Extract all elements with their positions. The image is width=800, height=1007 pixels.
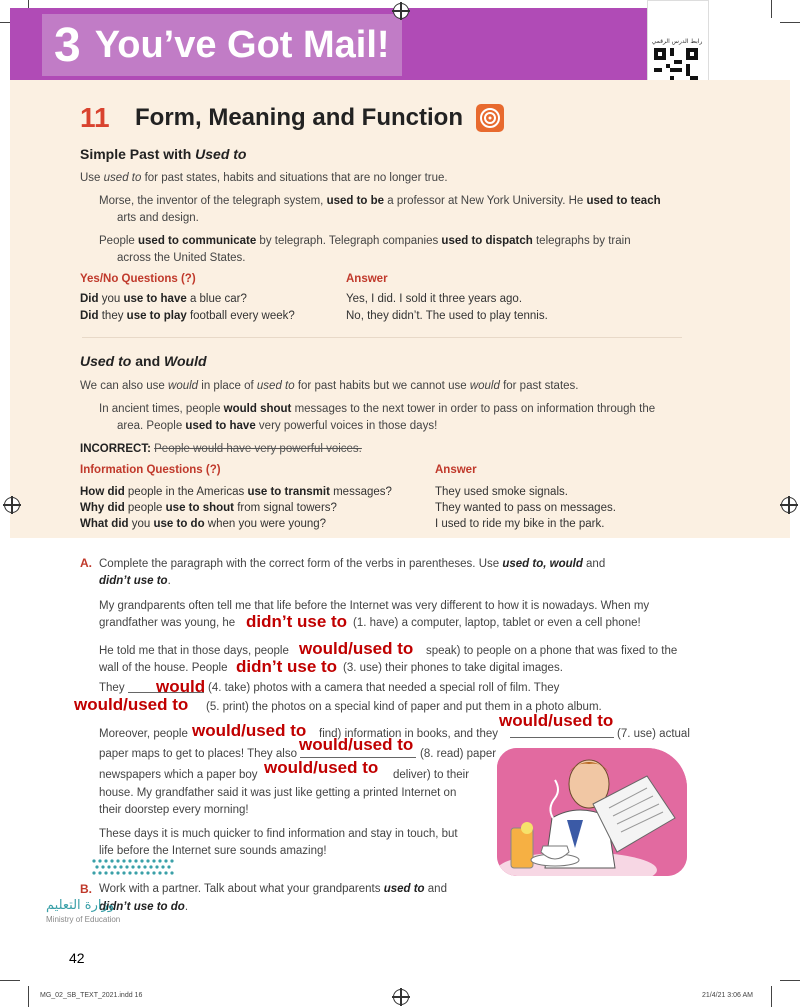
rule-text: Use used to for past states, habits and situations that are no longer true. bbox=[80, 172, 448, 184]
crop-mark bbox=[771, 986, 772, 1007]
exercise-b-text: Work with a partner. Talk about what your grandparents used to and bbox=[99, 883, 447, 895]
newspaper-illustration bbox=[497, 748, 687, 876]
audio-icon[interactable] bbox=[476, 104, 504, 132]
registration-mark-icon bbox=[393, 3, 409, 19]
incorrect-example: INCORRECT: People would have very powerful voices. bbox=[80, 443, 362, 455]
paragraph-line: (4. take) photos with a camera that needed a special roll of film. They bbox=[208, 682, 560, 694]
ministry-name-ar: وزارة التعليم bbox=[46, 898, 115, 913]
unit-number: 3 bbox=[54, 18, 81, 72]
crop-mark bbox=[780, 980, 800, 981]
rule-text: We can also use would in place of used to for past habits but we cannot use would for past states. bbox=[80, 380, 579, 392]
paragraph-line: grandfather was young, he bbox=[99, 617, 236, 629]
info-answer: They wanted to pass on messages. bbox=[435, 502, 616, 514]
example-ancient: In ancient times, people would shout messages to the next tower in order to pass on information through the area. People used to have very powerful voices in those days! bbox=[99, 403, 656, 432]
paragraph-line: (8. read) paper bbox=[420, 748, 497, 760]
paragraph-line: They bbox=[99, 682, 125, 694]
answer-3[interactable]: didn’t use to bbox=[236, 657, 338, 676]
info-answer: They used smoke signals. bbox=[435, 486, 568, 498]
answer-5[interactable]: would/used to bbox=[74, 695, 189, 714]
exercise-a-letter: A. bbox=[80, 556, 92, 570]
registration-mark-icon bbox=[393, 989, 409, 1005]
section-title: Form, Meaning and Function bbox=[135, 104, 463, 131]
answer-1[interactable]: didn’t use to bbox=[246, 612, 348, 631]
paragraph-line: speak) to people on a phone that was fixed to the bbox=[426, 645, 678, 657]
section-number: 11 bbox=[80, 102, 110, 133]
subheading-used-to-would: Used to and Would bbox=[80, 353, 207, 369]
yes-no-answer: Yes, I did. I sold it three years ago. bbox=[346, 293, 523, 305]
answer-9[interactable]: would/used to bbox=[264, 758, 379, 777]
info-question: What did you use to do when you were young? bbox=[80, 518, 327, 530]
blank-line bbox=[510, 737, 614, 738]
registration-mark-icon bbox=[4, 497, 20, 513]
ministry-name-en: Ministry of Education bbox=[46, 915, 121, 924]
paragraph-line: newspapers which a paper boy bbox=[99, 769, 258, 781]
paragraph-line: (7. use) actual bbox=[617, 728, 690, 740]
crop-mark bbox=[780, 22, 800, 23]
paragraph-line: (1. have) a computer, laptop, tablet or even a cell phone! bbox=[353, 617, 641, 629]
paragraph-line: find) information in books, and they bbox=[319, 728, 498, 740]
answer-8[interactable]: would/used to bbox=[299, 735, 414, 754]
answer-header: Answer bbox=[435, 464, 477, 476]
paragraph-line: (3. use) their phones to take digital images. bbox=[343, 662, 563, 674]
yes-no-answer: No, they didn’t. The used to play tennis. bbox=[346, 310, 548, 322]
example-telegraph: People used to communicate by telegraph. Telegraph companies used to dispatch telegraphs by train across the United States. bbox=[99, 235, 631, 264]
unit-title-box bbox=[42, 14, 402, 76]
footer-file: MG_02_SB_TEXT_2021.indd 16 bbox=[40, 992, 143, 999]
paragraph-line: My grandparents often tell me that life before the Internet was very different to how it is nowadays. When my bbox=[99, 600, 650, 612]
answer-2[interactable]: would/used to bbox=[299, 639, 414, 658]
yes-no-question: Did they use to play football every week? bbox=[80, 310, 295, 322]
answer-6[interactable]: would/used to bbox=[192, 721, 307, 740]
info-answer: I used to ride my bike in the park. bbox=[435, 518, 605, 530]
yes-no-header: Yes/No Questions (?) bbox=[80, 273, 196, 285]
exercise-a-instructions: Complete the paragraph with the correct form of the verbs in parentheses. Use used to, would and didn’t use to. bbox=[99, 558, 606, 587]
answer-4[interactable]: would bbox=[156, 677, 206, 696]
paragraph-line: (5. print) the photos on a special kind of paper and put them in a photo album. bbox=[206, 701, 602, 713]
footer-date: 21/4/21 3:06 AM bbox=[702, 992, 753, 999]
exercise-b-letter: B. bbox=[80, 882, 92, 896]
answer-7[interactable]: would/used to bbox=[499, 711, 614, 730]
exercise-b-text: didn’t use to do. bbox=[99, 901, 189, 913]
qr-label: رابط الدرس الرقمي bbox=[651, 38, 703, 45]
paragraph-line: deliver) to their bbox=[393, 769, 470, 781]
page-number: 42 bbox=[69, 950, 85, 966]
crop-mark bbox=[28, 986, 29, 1007]
paragraph-line: paper maps to get to places! They also bbox=[99, 748, 297, 760]
paragraph-line: wall of the house. People bbox=[99, 662, 228, 674]
registration-mark-icon bbox=[781, 497, 797, 513]
ministry-logo-icon bbox=[88, 856, 188, 882]
paragraph-line: life before the Internet sure sounds amazing! bbox=[99, 845, 327, 857]
unit-title: You’ve Got Mail! bbox=[94, 23, 390, 66]
divider bbox=[82, 337, 682, 338]
info-questions-header: Information Questions (?) bbox=[80, 464, 221, 476]
paragraph-line: He told me that in those days, people bbox=[99, 645, 289, 657]
answer-header: Answer bbox=[346, 273, 388, 285]
crop-mark bbox=[771, 0, 772, 18]
info-question: Why did people use to shout from signal towers? bbox=[80, 502, 337, 514]
yes-no-question: Did you use to have a blue car? bbox=[80, 293, 247, 305]
paragraph-line: their doorstep every morning! bbox=[99, 804, 249, 816]
paragraph-line: house. My grandfather said it was just like getting a printed Internet on bbox=[99, 787, 457, 799]
crop-mark bbox=[0, 980, 20, 981]
info-question: How did people in the Americas use to transmit messages? bbox=[80, 486, 392, 498]
paragraph-line: These days it is much quicker to find information and stay in touch, but bbox=[99, 828, 458, 840]
paragraph-line: Moreover, people bbox=[99, 728, 188, 740]
subheading-used-to: Simple Past with Used to bbox=[80, 146, 247, 162]
example-morse: Morse, the inventor of the telegraph system, used to be a professor at New York University. He used to teach arts and design. bbox=[99, 195, 661, 224]
